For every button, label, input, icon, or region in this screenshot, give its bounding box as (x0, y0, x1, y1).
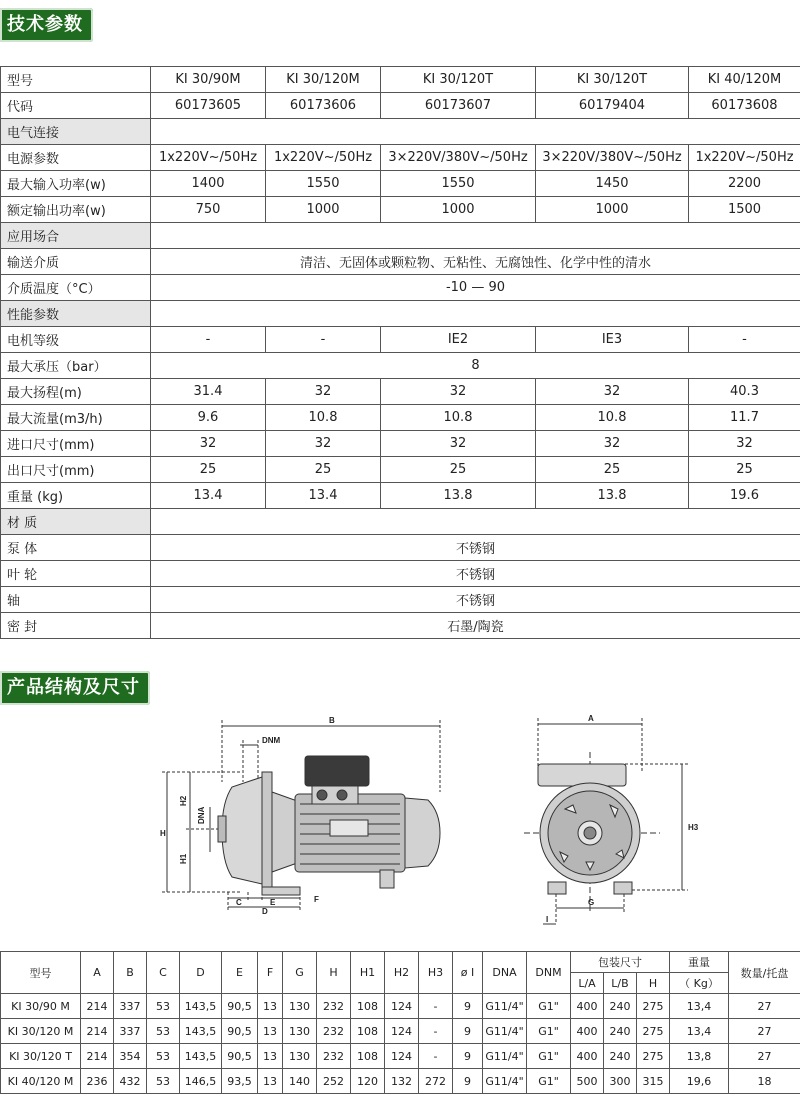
dims-cell: 400 (571, 994, 604, 1019)
dims-cell: 240 (604, 1019, 637, 1044)
dims-header: H2 (385, 952, 419, 994)
dims-cell: 13,8 (670, 1044, 729, 1069)
package-sub-header: H (637, 973, 670, 994)
spec-row-impeller (1, 561, 800, 587)
qty-pallet-header: 数量/托盘 (729, 952, 800, 994)
group-blank (151, 223, 800, 249)
spec-row-weight (1, 483, 800, 509)
spec-row-motor-class (1, 327, 800, 353)
dims-cell: 214 (81, 994, 114, 1019)
spec-cell: - (151, 327, 266, 353)
spec-cell: 清洁、无固体或颗粒物、无粘性、无腐蚀性、化学中性的清水 (151, 249, 800, 275)
dims-cell: 337 (114, 994, 147, 1019)
group-blank (151, 119, 800, 145)
dims-cell: 27 (729, 1044, 800, 1069)
spec-cell: KI 30/120T (536, 67, 689, 93)
dim-label-d: D (262, 907, 268, 916)
spec-row-medium (1, 249, 800, 275)
dims-cell: G1" (527, 1044, 571, 1069)
spec-cell: 11.7 (689, 405, 800, 431)
spec-cell: 9.6 (151, 405, 266, 431)
dims-cell: 120 (351, 1069, 385, 1094)
spec-cell: 13.4 (151, 483, 266, 509)
dims-header: E (222, 952, 258, 994)
dim-label-a: A (588, 714, 594, 723)
spec-label: 轴 (1, 587, 151, 613)
dims-header: D (180, 952, 222, 994)
package-sub-header: L/B (604, 973, 637, 994)
dims-cell: 9 (453, 1044, 483, 1069)
spec-cell: KI 40/120M (689, 67, 800, 93)
dims-header-row (1, 952, 800, 973)
dims-cell: 108 (351, 1044, 385, 1069)
spec-cell: 32 (266, 379, 381, 405)
dims-cell: G1" (527, 994, 571, 1019)
dims-cell: 108 (351, 1019, 385, 1044)
dims-cell: 143,5 (180, 994, 222, 1019)
dims-cell: 53 (147, 1019, 180, 1044)
dims-cell: 53 (147, 1044, 180, 1069)
spec-row-power (1, 145, 800, 171)
spec-cell: 10.8 (536, 405, 689, 431)
spec-cell: 32 (536, 379, 689, 405)
dims-cell: - (419, 1019, 453, 1044)
dims-cell: 272 (419, 1069, 453, 1094)
spec-cell: 1550 (266, 171, 381, 197)
dim-label-b: B (329, 716, 335, 725)
dims-header: DNA (483, 952, 527, 994)
spec-cell: 19.6 (689, 483, 800, 509)
spec-cell: 10.8 (381, 405, 536, 431)
dims-cell: 232 (317, 994, 351, 1019)
dims-cell: 90,5 (222, 1044, 258, 1069)
dims-header: 型号 (1, 952, 81, 994)
spec-label: 密 封 (1, 613, 151, 639)
dims-cell: 240 (604, 994, 637, 1019)
dims-cell: 275 (637, 1019, 670, 1044)
dims-cell: 232 (317, 1019, 351, 1044)
spec-row-inlet (1, 431, 800, 457)
spec-label: 代码 (1, 93, 151, 119)
dims-cell: - (419, 1044, 453, 1069)
spec-row-max-head (1, 379, 800, 405)
dimensions-table (0, 951, 800, 1094)
spec-cell: 不锈钢 (151, 535, 800, 561)
spec-label: 电源参数 (1, 145, 151, 171)
dims-cell: 236 (81, 1069, 114, 1094)
dim-label-c: C (236, 898, 242, 907)
dims-cell: G11/4" (483, 1019, 527, 1044)
section-title-structure: 产品结构及尺寸 (0, 671, 150, 705)
spec-row-model (1, 67, 800, 93)
dims-header: H1 (351, 952, 385, 994)
spec-label: 最大扬程(m) (1, 379, 151, 405)
spec-cell: IE2 (381, 327, 536, 353)
dims-cell: 9 (453, 994, 483, 1019)
dims-header: DNM (527, 952, 571, 994)
dims-cell: 53 (147, 1069, 180, 1094)
spec-cell: 1000 (266, 197, 381, 223)
spec-cell: 40.3 (689, 379, 800, 405)
spec-cell: 不锈钢 (151, 587, 800, 613)
dim-label-g: G (588, 898, 595, 907)
spec-cell: 3×220V/380V~/50Hz (381, 145, 536, 171)
dims-model-cell: KI 30/120 T (1, 1044, 81, 1069)
spec-row-max-pressure (1, 353, 800, 379)
dims-cell: 19,6 (670, 1069, 729, 1094)
group-blank (151, 301, 800, 327)
dim-label-h2: H2 (179, 795, 188, 806)
dims-header: H (317, 952, 351, 994)
spec-row-code (1, 93, 800, 119)
dims-header: A (81, 952, 114, 994)
dims-cell: 27 (729, 1019, 800, 1044)
spec-cell: 32 (381, 431, 536, 457)
spec-cell: KI 30/120M (266, 67, 381, 93)
spec-label: 额定输出功率(w) (1, 197, 151, 223)
spec-label: 出口尺寸(mm) (1, 457, 151, 483)
spec-cell: 32 (536, 431, 689, 457)
dims-header: C (147, 952, 180, 994)
dims-cell: 90,5 (222, 1019, 258, 1044)
dims-row-2 (1, 1044, 800, 1069)
dims-header: B (114, 952, 147, 994)
dims-cell: 53 (147, 994, 180, 1019)
spec-cell: 3×220V/380V~/50Hz (536, 145, 689, 171)
dims-cell: 275 (637, 994, 670, 1019)
dims-cell: 130 (283, 1044, 317, 1069)
dims-cell: 13,4 (670, 994, 729, 1019)
spec-cell: 25 (151, 457, 266, 483)
dims-cell: 9 (453, 1069, 483, 1094)
group-label: 电气连接 (1, 119, 151, 145)
spec-cell: 1000 (381, 197, 536, 223)
dims-cell: 232 (317, 1044, 351, 1069)
dim-label-i: I (546, 915, 549, 924)
dims-cell: 146,5 (180, 1069, 222, 1094)
spec-group-material (1, 509, 800, 535)
spec-group-application (1, 223, 800, 249)
dims-cell: 143,5 (180, 1019, 222, 1044)
spec-row-pump-body (1, 535, 800, 561)
spec-label: 叶 轮 (1, 561, 151, 587)
dims-cell: 124 (385, 994, 419, 1019)
dims-cell: 240 (604, 1044, 637, 1069)
dims-header: ø I (453, 952, 483, 994)
spec-cell: 60179404 (536, 93, 689, 119)
dims-header: F (258, 952, 283, 994)
dims-cell: 354 (114, 1044, 147, 1069)
dims-row-3 (1, 1069, 800, 1094)
spec-cell: 25 (381, 457, 536, 483)
spec-cell: 10.8 (266, 405, 381, 431)
dims-cell: 252 (317, 1069, 351, 1094)
spec-label: 输送介质 (1, 249, 151, 275)
spec-cell: 60173607 (381, 93, 536, 119)
dims-cell: 500 (571, 1069, 604, 1094)
spec-group-electric (1, 119, 800, 145)
spec-cell: 1x220V~/50Hz (151, 145, 266, 171)
spec-row-seal (1, 613, 800, 639)
spec-label: 重量 (kg) (1, 483, 151, 509)
package-size-header: 包装尺寸 (571, 952, 670, 973)
spec-cell: 13.8 (536, 483, 689, 509)
spec-cell: 750 (151, 197, 266, 223)
spec-row-outlet (1, 457, 800, 483)
spec-cell: 不锈钢 (151, 561, 800, 587)
pump-front-view (524, 718, 688, 924)
spec-table (0, 66, 800, 639)
spec-cell: 32 (689, 431, 800, 457)
spec-row-medium-temp (1, 275, 800, 301)
dims-row-1 (1, 1019, 800, 1044)
spec-cell: 13.8 (381, 483, 536, 509)
dims-cell: 275 (637, 1044, 670, 1069)
spec-label: 最大流量(m3/h) (1, 405, 151, 431)
spec-label: 电机等级 (1, 327, 151, 353)
spec-cell: 1500 (689, 197, 800, 223)
dims-cell: 130 (283, 994, 317, 1019)
spec-cell: 2200 (689, 171, 800, 197)
dim-label-h: H (160, 829, 166, 838)
spec-cell: 13.4 (266, 483, 381, 509)
spec-row-max-flow (1, 405, 800, 431)
dims-cell: 400 (571, 1044, 604, 1069)
dims-header: H3 (419, 952, 453, 994)
dims-cell: 13 (258, 1019, 283, 1044)
spec-cell: 石墨/陶瓷 (151, 613, 800, 639)
dims-cell: 130 (283, 1019, 317, 1044)
dims-cell: 140 (283, 1069, 317, 1094)
dims-cell: 432 (114, 1069, 147, 1094)
spec-cell: - (689, 327, 800, 353)
spec-label: 介质温度（°C） (1, 275, 151, 301)
spec-cell: 1x220V~/50Hz (689, 145, 800, 171)
spec-label: 最大输入功率(w) (1, 171, 151, 197)
dims-cell: G1" (527, 1019, 571, 1044)
spec-group-performance (1, 301, 800, 327)
dims-cell: 9 (453, 1019, 483, 1044)
spec-cell: 1450 (536, 171, 689, 197)
weight-header: 重量 (670, 952, 729, 973)
dims-cell: G11/4" (483, 1044, 527, 1069)
group-blank (151, 509, 800, 535)
spec-cell: 32 (381, 379, 536, 405)
dims-cell: 90,5 (222, 994, 258, 1019)
spec-cell: 1x220V~/50Hz (266, 145, 381, 171)
spec-cell: 25 (689, 457, 800, 483)
pump-dimension-diagram (0, 712, 800, 942)
dims-cell: 300 (604, 1069, 637, 1094)
dims-cell: 93,5 (222, 1069, 258, 1094)
spec-label: 型号 (1, 67, 151, 93)
spec-row-shaft (1, 587, 800, 613)
spec-row-rated-output (1, 197, 800, 223)
spec-cell: KI 30/90M (151, 67, 266, 93)
spec-label: 泵 体 (1, 535, 151, 561)
group-label: 材 质 (1, 509, 151, 535)
group-label: 应用场合 (1, 223, 151, 249)
dim-label-dnm: DNM (262, 736, 281, 745)
spec-cell: 1550 (381, 171, 536, 197)
dims-cell: G11/4" (483, 994, 527, 1019)
spec-cell: 60173608 (689, 93, 800, 119)
dims-cell: 124 (385, 1019, 419, 1044)
dims-cell: 13 (258, 1069, 283, 1094)
spec-row-max-input (1, 171, 800, 197)
dims-cell: 214 (81, 1019, 114, 1044)
dims-cell: 214 (81, 1044, 114, 1069)
dims-cell: 132 (385, 1069, 419, 1094)
dims-cell: 315 (637, 1069, 670, 1094)
spec-cell: 25 (266, 457, 381, 483)
spec-cell: - (266, 327, 381, 353)
dims-cell: 400 (571, 1019, 604, 1044)
dims-cell: 13,4 (670, 1019, 729, 1044)
spec-cell: 8 (151, 353, 800, 379)
group-label: 性能参数 (1, 301, 151, 327)
dims-cell: - (419, 994, 453, 1019)
spec-cell: IE3 (536, 327, 689, 353)
dim-label-e: E (270, 898, 276, 907)
dim-label-h3: H3 (688, 823, 699, 832)
dims-model-cell: KI 30/120 M (1, 1019, 81, 1044)
dims-cell: 13 (258, 994, 283, 1019)
spec-label: 进口尺寸(mm) (1, 431, 151, 457)
dims-cell: 143,5 (180, 1044, 222, 1069)
dims-cell: 337 (114, 1019, 147, 1044)
spec-cell: 32 (266, 431, 381, 457)
section-title-tech-params: 技术参数 (0, 8, 93, 42)
spec-cell: 1000 (536, 197, 689, 223)
dims-cell: G11/4" (483, 1069, 527, 1094)
dims-model-cell: KI 40/120 M (1, 1069, 81, 1094)
dims-cell: 13 (258, 1044, 283, 1069)
spec-cell: -10 — 90 (151, 275, 800, 301)
spec-cell: 25 (536, 457, 689, 483)
dim-label-h1: H1 (179, 853, 188, 864)
dims-cell: 108 (351, 994, 385, 1019)
spec-cell: 31.4 (151, 379, 266, 405)
dims-cell: 27 (729, 994, 800, 1019)
weight-unit-header: （ Kg） (670, 973, 729, 994)
dims-cell: G1" (527, 1069, 571, 1094)
dim-label-f: F (314, 895, 319, 904)
dims-row-0 (1, 994, 800, 1019)
dims-cell: 18 (729, 1069, 800, 1094)
spec-cell: 32 (151, 431, 266, 457)
spec-cell: 60173605 (151, 93, 266, 119)
dims-header: G (283, 952, 317, 994)
spec-cell: 1400 (151, 171, 266, 197)
package-sub-header: L/A (571, 973, 604, 994)
spec-cell: 60173606 (266, 93, 381, 119)
dim-label-dna: DNA (197, 806, 206, 824)
dims-model-cell: KI 30/90 M (1, 994, 81, 1019)
spec-cell: KI 30/120T (381, 67, 536, 93)
dims-cell: 124 (385, 1044, 419, 1069)
spec-label: 最大承压（bar） (1, 353, 151, 379)
